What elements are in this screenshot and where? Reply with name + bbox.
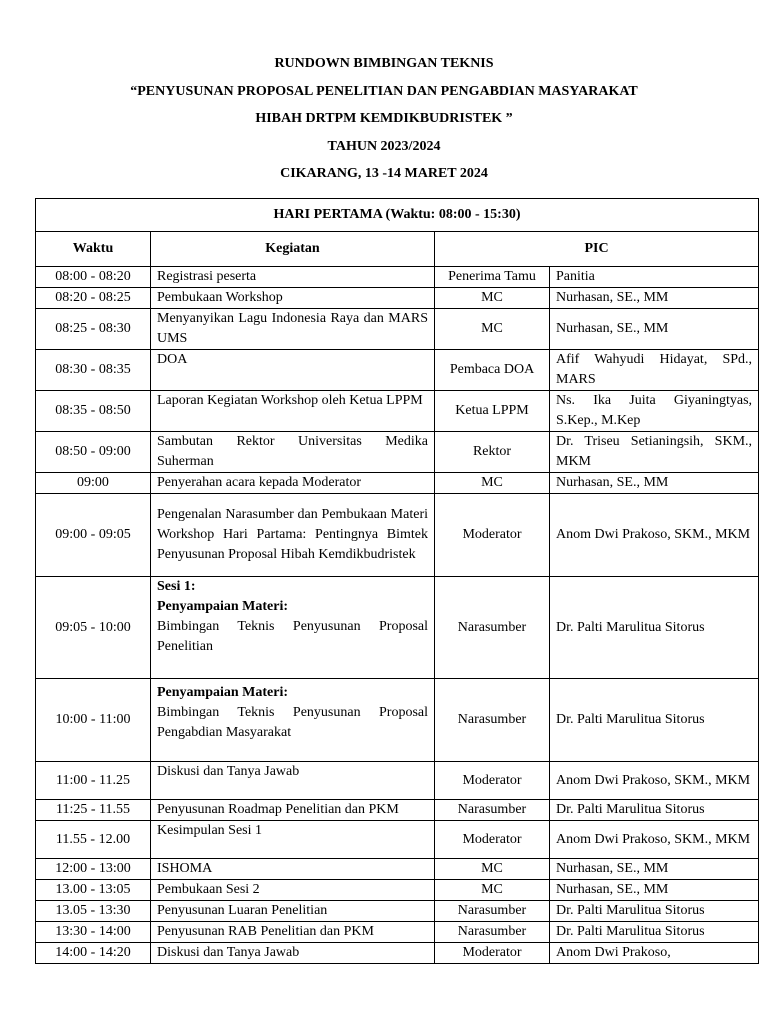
- cell-role: MC: [435, 309, 550, 350]
- cell-time: 09:00 - 09:05: [36, 494, 151, 577]
- cell-pic: Afif Wahyudi Hidayat, SPd., MARS: [550, 350, 759, 391]
- cell-activity: [151, 473, 435, 494]
- cell-activity: [151, 859, 435, 880]
- table-row: [36, 473, 759, 494]
- cell-pic: Anom Dwi Prakoso, SKM., MKM: [550, 821, 759, 859]
- cell-time: 09:00: [36, 473, 151, 494]
- cell-time: 13.00 - 13:05: [36, 880, 151, 901]
- cell-role: Moderator: [435, 821, 550, 859]
- cell-role: Ketua LPPM: [435, 391, 550, 432]
- activity-text: DOA: [157, 352, 188, 367]
- activity-text: Sambutan Rektor Universitas Medika Suherman: [157, 434, 428, 469]
- table-row: [36, 288, 759, 309]
- activity-subtitle: Penyampaian Materi:: [157, 685, 289, 700]
- cell-activity: [151, 880, 435, 901]
- table-row: [36, 922, 759, 943]
- day-header: HARI PERTAMA (Waktu: 08:00 - 15:30): [36, 199, 759, 232]
- table-row: [36, 880, 759, 901]
- cell-activity: [151, 267, 435, 288]
- column-header-row: [36, 232, 759, 267]
- cell-pic: Dr. Palti Marulitua Sitorus: [550, 922, 759, 943]
- table-row: [36, 901, 759, 922]
- header-activity: Kegiatan: [151, 232, 435, 267]
- activity-text: Penyerahan acara kepada Moderator: [157, 475, 362, 490]
- table-row: [36, 309, 759, 350]
- activity-text: Pembukaan Sesi 2: [157, 882, 260, 897]
- title-line-5: CIKARANG, 13 -14 MARET 2024: [280, 166, 488, 181]
- cell-pic: Nurhasan, SE., MM: [550, 880, 759, 901]
- cell-role: MC: [435, 880, 550, 901]
- cell-pic: Nurhasan, SE., MM: [550, 859, 759, 880]
- cell-time: 08:35 - 08:50: [36, 391, 151, 432]
- cell-time: 11:00 - 11.25: [36, 762, 151, 800]
- cell-role: MC: [435, 859, 550, 880]
- cell-time: 14:00 - 14:20: [36, 943, 151, 964]
- rundown-table: [35, 198, 759, 964]
- cell-pic: Anom Dwi Prakoso,: [550, 943, 759, 964]
- cell-activity: [151, 288, 435, 309]
- table-row: [36, 679, 759, 762]
- cell-activity: [151, 309, 435, 350]
- activity-text: Registrasi peserta: [157, 269, 257, 284]
- cell-time: 13:30 - 14:00: [36, 922, 151, 943]
- cell-activity: [151, 901, 435, 922]
- activity-text: Pembukaan Workshop: [157, 290, 283, 305]
- cell-activity: [151, 800, 435, 821]
- table-row: [36, 494, 759, 577]
- activity-text: Penyusunan Luaran Penelitian: [157, 903, 328, 918]
- cell-pic: Dr. Palti Marulitua Sitorus: [550, 800, 759, 821]
- cell-role: MC: [435, 288, 550, 309]
- cell-time: 13.05 - 13:30: [36, 901, 151, 922]
- activity-text: Bimbingan Teknis Penyusunan Proposal Pengabdian Masyarakat: [157, 705, 428, 740]
- cell-pic: Nurhasan, SE., MM: [550, 473, 759, 494]
- activity-text: Penyusunan RAB Penelitian dan PKM: [157, 924, 374, 939]
- cell-pic: Anom Dwi Prakoso, SKM., MKM: [550, 494, 759, 577]
- title-line-4: TAHUN 2023/2024: [327, 138, 441, 154]
- cell-role: Narasumber: [435, 922, 550, 943]
- day-header-row: [36, 199, 759, 232]
- title-line-1: RUNDOWN BIMBINGAN TEKNIS: [274, 56, 494, 71]
- cell-role: Narasumber: [435, 577, 550, 679]
- cell-activity: [151, 391, 435, 432]
- cell-activity: [151, 922, 435, 943]
- table-row: [36, 800, 759, 821]
- cell-time: 08:50 - 09:00: [36, 432, 151, 473]
- table-row: [36, 943, 759, 964]
- document-title: [0, 54, 768, 192]
- cell-time: 11.55 - 12.00: [36, 821, 151, 859]
- cell-pic: Ns. Ika Juita Giyaningtyas, S.Kep., M.Kep: [550, 391, 759, 432]
- table-row: [36, 859, 759, 880]
- cell-role: Moderator: [435, 762, 550, 800]
- cell-role: Rektor: [435, 432, 550, 473]
- activity-subtitle: Penyampaian Materi:: [157, 599, 289, 614]
- cell-pic: Dr. Palti Marulitua Sitorus: [550, 679, 759, 762]
- cell-pic: Anom Dwi Prakoso, SKM., MKM: [550, 762, 759, 800]
- cell-role: MC: [435, 473, 550, 494]
- cell-activity: [151, 762, 435, 800]
- activity-text: Bimbingan Teknis Penyusunan Proposal Penelitian: [157, 619, 428, 654]
- activity-text: Laporan Kegiatan Workshop oleh Ketua LPPM: [157, 393, 423, 408]
- session-label: Sesi 1:: [157, 579, 196, 594]
- cell-pic: Panitia: [550, 267, 759, 288]
- activity-text: Diskusi dan Tanya Jawab: [157, 764, 300, 779]
- activity-text: ISHOMA: [157, 861, 213, 876]
- cell-pic: Dr. Palti Marulitua Sitorus: [550, 901, 759, 922]
- table-row: [36, 267, 759, 288]
- cell-activity: [151, 494, 435, 577]
- cell-time: 08:20 - 08:25: [36, 288, 151, 309]
- activity-text: Pengenalan Narasumber dan Pembukaan Materi Workshop Hari Partama: Pentingnya Bimtek Penyusunan Proposal Hibah Kemdikbudristek: [157, 507, 428, 562]
- table-row: [36, 391, 759, 432]
- cell-time: 08:00 - 08:20: [36, 267, 151, 288]
- title-line-3: HIBAH DRTPM KEMDIKBUDRISTEK ”: [255, 111, 513, 126]
- cell-time: 12:00 - 13:00: [36, 859, 151, 880]
- table-row: [36, 762, 759, 800]
- activity-text: Menyanyikan Lagu Indonesia Raya dan MARS UMS: [157, 311, 428, 346]
- cell-activity: [151, 679, 435, 762]
- header-pic: PIC: [435, 232, 759, 267]
- cell-time: 08:30 - 08:35: [36, 350, 151, 391]
- cell-time: 08:25 - 08:30: [36, 309, 151, 350]
- header-time: Waktu: [36, 232, 151, 267]
- cell-activity: [151, 350, 435, 391]
- cell-role: Narasumber: [435, 901, 550, 922]
- cell-role: Moderator: [435, 494, 550, 577]
- cell-pic: Nurhasan, SE., MM: [550, 288, 759, 309]
- cell-role: Moderator: [435, 943, 550, 964]
- cell-pic: Dr. Palti Marulitua Sitorus: [550, 577, 759, 679]
- cell-pic: Nurhasan, SE., MM: [550, 309, 759, 350]
- cell-role: Pembaca DOA: [435, 350, 550, 391]
- cell-time: 10:00 - 11:00: [36, 679, 151, 762]
- cell-activity: [151, 821, 435, 859]
- cell-role: Narasumber: [435, 800, 550, 821]
- title-line-2: “PENYUSUNAN PROPOSAL PENELITIAN DAN PENGABDIAN MASYARAKAT: [130, 83, 638, 99]
- table-row: [36, 821, 759, 859]
- table-row: [36, 432, 759, 473]
- table-row: [36, 577, 759, 679]
- cell-activity: [151, 943, 435, 964]
- cell-time: 09:05 - 10:00: [36, 577, 151, 679]
- cell-role: Narasumber: [435, 679, 550, 762]
- cell-activity: [151, 577, 435, 679]
- cell-role: Penerima Tamu: [435, 267, 550, 288]
- activity-text: Diskusi dan Tanya Jawab: [157, 945, 300, 960]
- cell-pic: Dr. Triseu Setianingsih, SKM., MKM: [550, 432, 759, 473]
- activity-text: Kesimpulan Sesi 1: [157, 823, 262, 838]
- cell-activity: [151, 432, 435, 473]
- activity-text: Penyusunan Roadmap Penelitian dan PKM: [157, 802, 399, 817]
- cell-time: 11:25 - 11.55: [36, 800, 151, 821]
- table-row: [36, 350, 759, 391]
